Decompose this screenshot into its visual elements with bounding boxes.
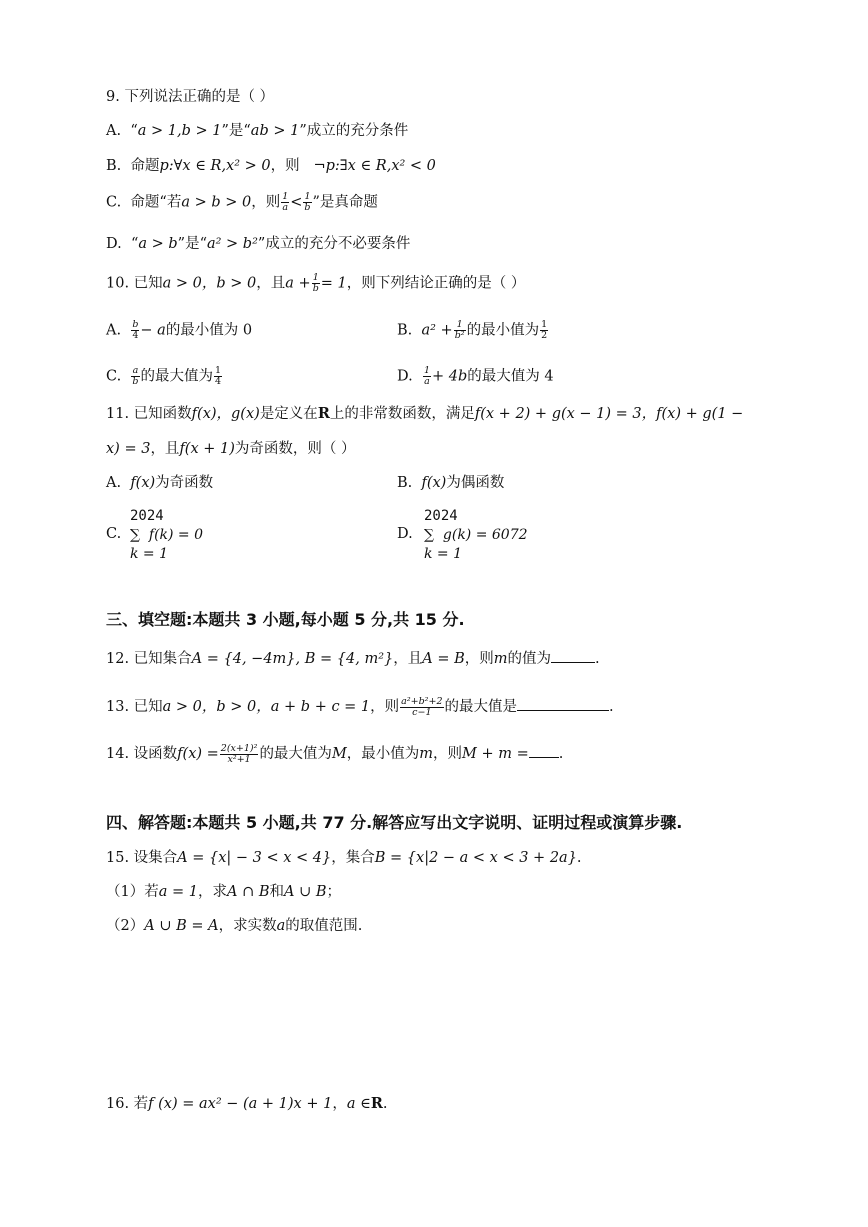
q14-fraction: $\frac{\text{2(x+1)²}}{\text{x²+1}}$ bbox=[220, 742, 258, 765]
section-4-heading: 四、解答题:本题共 5 小题,共 77 分.解答应写出文字说明、证明过程或演算步骤. bbox=[106, 813, 683, 832]
q11-option-c-sum: 2024 ∑ f(k) = 0 k = 1 bbox=[130, 508, 204, 562]
q13-answer-blank[interactable] bbox=[517, 696, 609, 711]
q10-option-a: A. $\frac{b}{4}$ − a的最小值为 0 bbox=[106, 319, 253, 341]
q9-option-c: C. 命题“若a > b > 0，则 $\frac{1}{a}$ < $\frac{1}{b}$ ”是真命题 bbox=[106, 191, 378, 213]
frac-1-over-4: $\frac{1}{4}$ bbox=[215, 365, 222, 387]
q15-part-2: （2）A ∪ B = A，求实数a的取值范围. bbox=[106, 918, 363, 934]
q14-answer-blank[interactable] bbox=[529, 743, 559, 758]
frac-1-over-b: $\frac{1}{b}$ bbox=[304, 191, 311, 213]
q10-stem: 10. 已知a > 0，b > 0，且a + $\frac{1}{b}$ = 1，则下列结论正确的是（ ） bbox=[106, 272, 526, 294]
q9-option-d: D. “a > b”是“a² > b²”成立的充分不必要条件 bbox=[106, 236, 411, 252]
q11-option-c-label: C. bbox=[106, 526, 122, 542]
q14: 14. 设函数f(x) = $\frac{\text{2(x+1)²}}{\text{x²+1}}$ 的最大值为M，最小值为m，则M + m = . bbox=[106, 742, 564, 765]
q9-option-b: B. 命题p:∀x ∈ R,x² > 0，则 ¬p:∃x ∈ R,x² < 0 bbox=[106, 158, 436, 174]
q13: 13. 已知a > 0，b > 0，a + b + c = 1，则 $\frac{\text{a²+b²+2}}{c-1}$ 的最大值是 . bbox=[106, 695, 614, 718]
q9-option-a: A. “a > 1,b > 1”是“ab > 1”成立的充分条件 bbox=[106, 123, 409, 139]
q11-option-d-sum: 2024 ∑ g(k) = 6072 k = 1 bbox=[424, 508, 528, 562]
q12: 12. 已知集合A = {4, −4m}, B = {4, m²}，且A = B，则m的值为 . bbox=[106, 648, 600, 669]
q10-option-c: C. $\frac{a}{b}$ 的最大值为 $\frac{1}{4}$ bbox=[106, 365, 222, 387]
section-3-heading: 三、填空题:本题共 3 小题,每小题 5 分,共 15 分. bbox=[106, 610, 465, 629]
q11-stem-line2: x) = 3，且f(x + 1)为奇函数，则（ ） bbox=[106, 441, 356, 457]
frac-a-over-b: $\frac{a}{b}$ bbox=[132, 365, 139, 387]
frac-1-over-a: $\frac{1}{a}$ bbox=[423, 365, 430, 387]
frac-1-over-b2: $\frac{1}{\text{b²}}$ bbox=[454, 319, 465, 341]
q15-stem: 15. 设集合A = {x| − 3 < x < 4}，集合B = {x|2 − a < x < 3 + 2a}. bbox=[106, 850, 582, 866]
q11-option-b: B. f(x)为偶函数 bbox=[397, 475, 505, 491]
q11-option-a: A. f(x)为奇函数 bbox=[106, 475, 214, 491]
q13-fraction: $\frac{\text{a²+b²+2}}{c-1}$ bbox=[401, 695, 443, 718]
q16-stem: 16. 若f (x) = ax² − (a + 1)x + 1，a ∈R. bbox=[106, 1095, 388, 1112]
frac-b-over-4: $\frac{b}{4}$ bbox=[132, 319, 139, 341]
q10-option-d: D. $\frac{1}{a}$ + 4b的最大值为 4 bbox=[397, 365, 554, 387]
frac-1-over-a: $\frac{1}{a}$ bbox=[282, 191, 289, 213]
frac-1-over-2: $\frac{1}{2}$ bbox=[541, 319, 548, 341]
q15-part-1: （1）若a = 1，求A ∩ B和A ∪ B； bbox=[106, 884, 341, 900]
frac-1-over-b: $\frac{1}{b}$ bbox=[312, 272, 319, 294]
q11-stem-line1: 11. 已知函数f(x)，g(x)是定义在R上的非常数函数，满足f(x + 2) + g(x − 1) = 3，f(x) + g(1 − bbox=[106, 405, 744, 422]
q9-stem: 9. 下列说法正确的是（ ） bbox=[106, 89, 275, 105]
q10-option-b: B. a² + $\frac{1}{\text{b²}}$ 的最小值为 $\frac{1}{2}$ bbox=[397, 319, 548, 341]
q12-answer-blank[interactable] bbox=[551, 648, 595, 663]
q11-option-d-label: D. bbox=[397, 526, 413, 542]
